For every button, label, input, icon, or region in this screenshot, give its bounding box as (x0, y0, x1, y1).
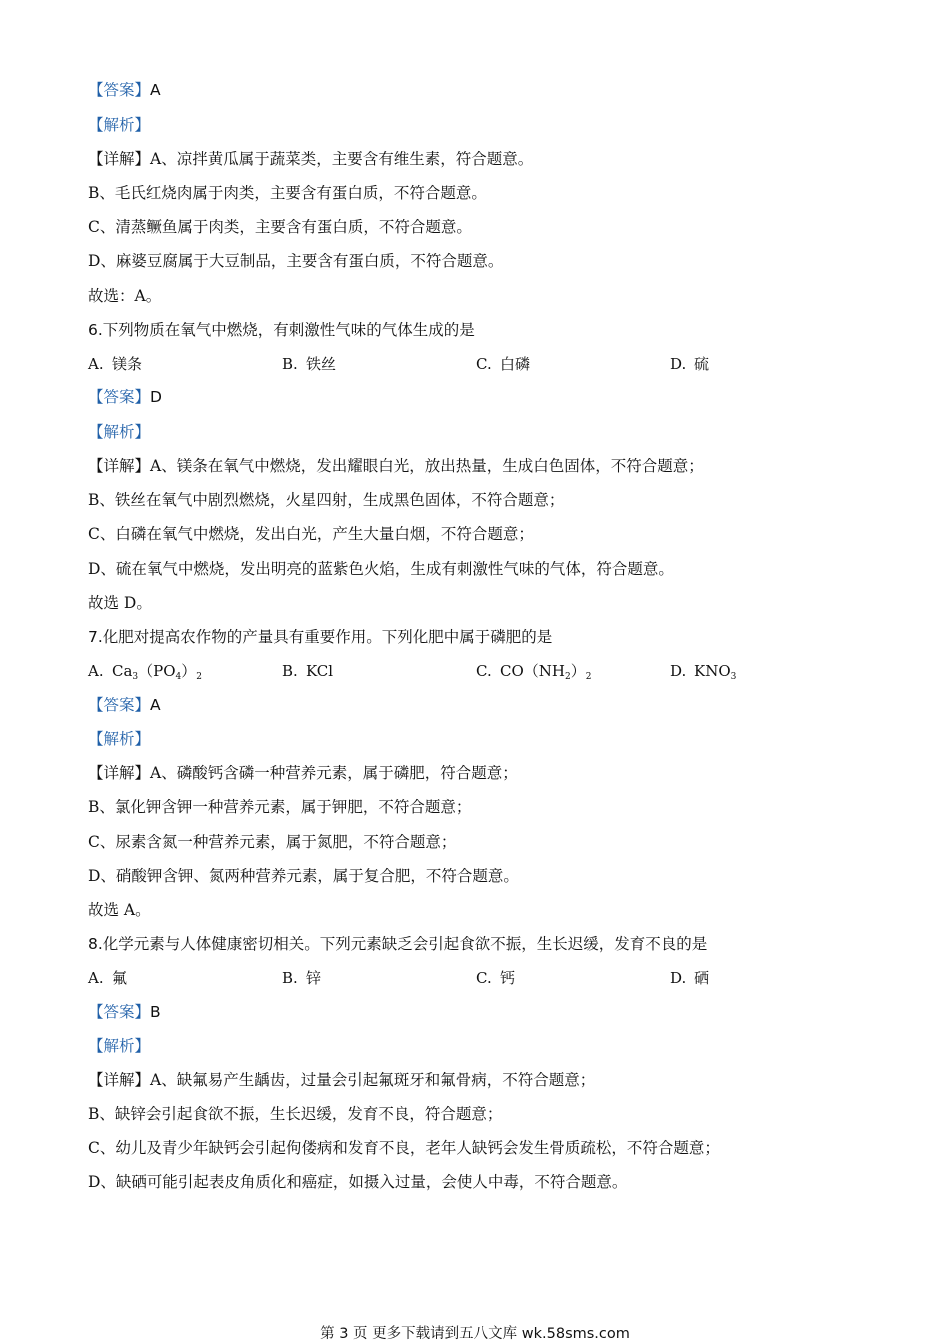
detail-line: D、硝酸钾含钾、氮两种营养元素，属于复合肥，不符合题意。 (88, 867, 519, 885)
question-text: 下列物质在氧气中燃烧，有刺激性气味的气体生成的是 (102, 321, 475, 339)
detail-line: D、硫在氧气中燃烧，发出明亮的蓝紫色火焰，生成有刺激性气味的气体，符合题意。 (88, 560, 674, 578)
option-c[interactable]: C. 白磷 (476, 355, 531, 373)
option-d[interactable]: D. 硒 (670, 969, 710, 987)
analysis-tag-line (88, 729, 150, 749)
detail-line: C、白磷在氧气中燃烧，发出白光，产生大量白烟，不符合题意； (88, 525, 534, 543)
analysis-tag-line (88, 115, 150, 135)
analysis-tag: 【解析】 (88, 116, 151, 134)
detail-line: C、幼儿及青少年缺钙会引起佝偻病和发育不良，老年人缺钙会发生骨质疏松，不符合题意； (88, 1139, 720, 1157)
detail-tag: 【详解】 (88, 764, 151, 782)
detail-line: D、麻婆豆腐属于大豆制品，主要含有蛋白质，不符合题意。 (88, 252, 504, 270)
option-b[interactable]: B. 铁丝 (282, 355, 337, 373)
detail-text: A、镁条在氧气中燃烧，发出耀眼白光，放出热量，生成白色固体，不符合题意； (150, 457, 704, 475)
detail-tag: 【详解】 (88, 150, 151, 168)
detail-text: A、磷酸钙含磷一种营养元素，属于磷肥，符合题意； (150, 764, 518, 782)
detail-line: B、氯化钾含钾一种营养元素，属于钾肥，不符合题意； (88, 798, 472, 816)
option-d[interactable]: D. $KNO_3$ (670, 662, 737, 682)
detail-tag: 【详解】 (88, 1071, 151, 1089)
detail-line (88, 1070, 595, 1090)
answer-value: A (150, 696, 161, 714)
detail-line: B、铁丝在氧气中剧烈燃烧，火星四射，生成黑色固体，不符合题意； (88, 491, 565, 509)
option-c[interactable]: C. 钙 (476, 969, 516, 987)
question-number: 7. (88, 628, 103, 646)
answer-value: D (150, 388, 162, 406)
question-stem (88, 934, 707, 954)
answer-line (88, 387, 162, 407)
option-b[interactable]: B. KCl (282, 662, 334, 680)
detail-text: A、凉拌黄瓜属于蔬菜类，主要含有维生素，符合题意。 (150, 150, 534, 168)
conclusion-line: 故选 D。 (88, 594, 152, 612)
detail-line: B、毛氏红烧肉属于肉类，主要含有蛋白质，不符合题意。 (88, 184, 487, 202)
answer-tag: 【答案】 (88, 696, 151, 714)
answer-line (88, 1002, 161, 1022)
question-text: 化肥对提高农作物的产量具有重要作用。下列化肥中属于磷肥的是 (102, 628, 553, 646)
option-b[interactable]: B. 锌 (282, 969, 322, 987)
question-stem (88, 320, 475, 340)
option-c[interactable]: C. $CO(NH_2)_2$ (476, 662, 592, 682)
conclusion-line: 故选 A。 (88, 901, 151, 919)
detail-line: D、缺硒可能引起表皮角质化和癌症，如摄入过量，会使人中毒，不符合题意。 (88, 1173, 628, 1191)
question-text: 化学元素与人体健康密切相关。下列元素缺乏会引起食欲不振，生长迟缓，发育不良的是 (102, 935, 708, 953)
detail-line: B、缺锌会引起食欲不振，生长迟缓，发育不良，符合题意； (88, 1105, 503, 1123)
detail-line (88, 456, 704, 476)
analysis-tag-line (88, 422, 150, 442)
question-number: 6. (88, 321, 103, 339)
answer-tag: 【答案】 (88, 388, 151, 406)
analysis-tag: 【解析】 (88, 1037, 151, 1055)
analysis-tag: 【解析】 (88, 730, 151, 748)
detail-line (88, 149, 533, 169)
answer-value: A (150, 81, 161, 99)
question-number: 8. (88, 935, 103, 953)
detail-line (88, 763, 518, 783)
detail-text: A、缺氟易产生龋齿，过量会引起氟斑牙和氟骨病，不符合题意； (150, 1071, 596, 1089)
detail-tag: 【详解】 (88, 457, 151, 475)
answer-tag: 【答案】 (88, 81, 151, 99)
option-a[interactable]: A. 氟 (88, 969, 128, 987)
detail-line: C、清蒸鳜鱼属于肉类，主要含有蛋白质，不符合题意。 (88, 218, 472, 236)
answer-line (88, 80, 161, 100)
option-d[interactable]: D. 硫 (670, 355, 710, 373)
analysis-tag-line (88, 1036, 150, 1056)
answer-value: B (150, 1003, 161, 1021)
question-stem (88, 627, 552, 647)
conclusion-line: 故选：A。 (88, 287, 162, 305)
analysis-tag: 【解析】 (88, 423, 151, 441)
page-footer: 第 3 页 更多下载请到五八文库 wk.58sms.com (320, 1326, 630, 1342)
detail-line: C、尿素含氮一种营养元素，属于氮肥，不符合题意； (88, 833, 457, 851)
option-a[interactable]: A. $Ca_3(PO_4)_2$ (88, 662, 203, 682)
option-a[interactable]: A. 镁条 (88, 355, 143, 373)
answer-line (88, 695, 161, 715)
answer-tag: 【答案】 (88, 1003, 151, 1021)
